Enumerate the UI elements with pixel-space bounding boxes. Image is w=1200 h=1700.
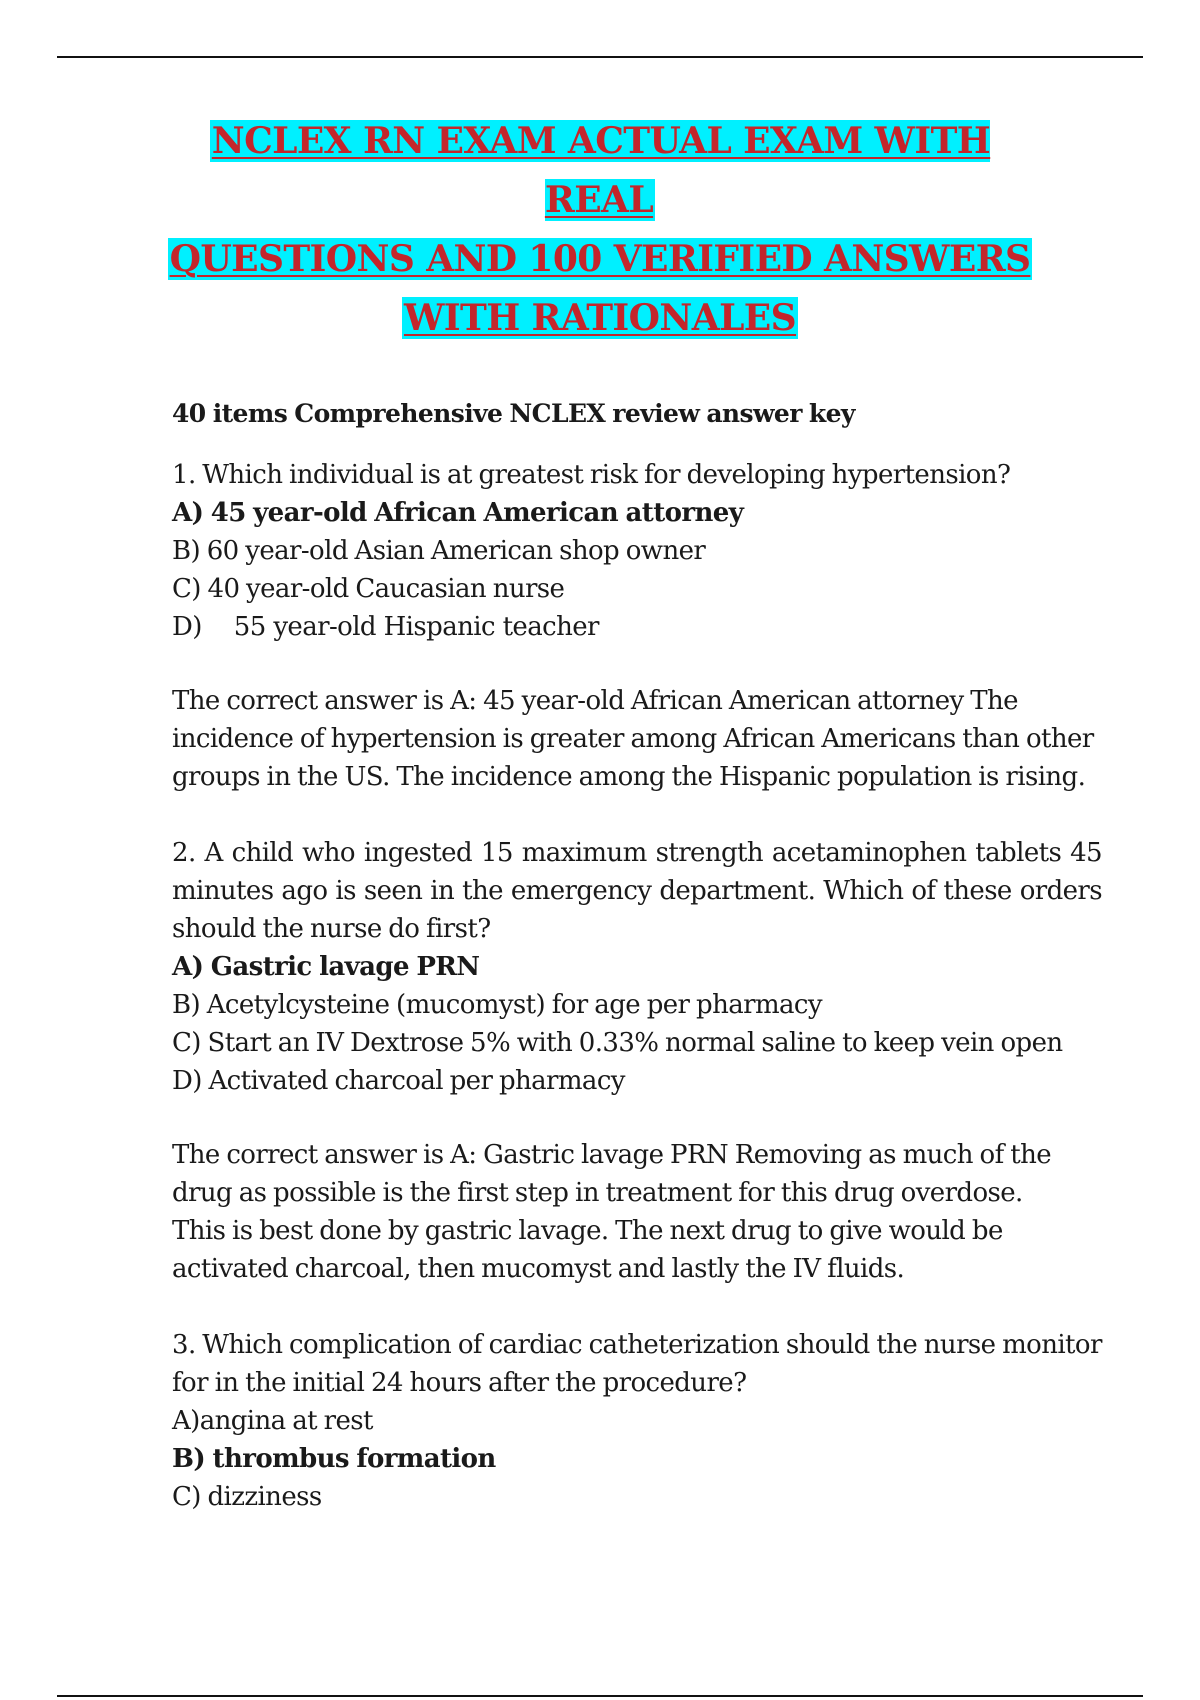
- document-body: [172, 395, 1102, 1516]
- question-2: [172, 834, 1102, 1288]
- option-letter: D): [172, 612, 202, 642]
- question-stem: 2. A child who ingested 15 maximum strength acetaminophen tablets 45 minutes ago is seen in the emergency department. Which of these orders should the nurse do first?: [172, 838, 1102, 944]
- option-c: C) dizziness: [172, 1482, 322, 1512]
- option-d: D) Activated charcoal per pharmacy: [172, 1066, 625, 1096]
- title-line-1: NCLEX RN EXAM ACTUAL EXAM WITH REAL: [211, 120, 991, 221]
- option-a-correct: A) Gastric lavage PRN: [172, 952, 480, 982]
- option-list: [172, 948, 1102, 1100]
- question-1: [172, 456, 1102, 796]
- title-line-3: WITH RATIONALES: [403, 297, 797, 339]
- question-stem: 1. Which individual is at greatest risk for developing hypertension?: [172, 460, 1011, 490]
- rationale-paragraph: This is best done by gastric lavage. The next drug to give would be activated charcoal, then mucomyst and lastly the IV fluids.: [172, 1216, 1003, 1284]
- option-b: B) Acetylcysteine (mucomyst) for age per pharmacy: [172, 990, 822, 1020]
- option-d: [172, 608, 1102, 646]
- rationale: [172, 682, 1102, 796]
- option-c: C) 40 year-old Caucasian nurse: [172, 574, 565, 604]
- title-line-2: QUESTIONS AND 100 VERIFIED ANSWERS: [169, 238, 1031, 280]
- option-text: 55 year-old Hispanic teacher: [233, 612, 599, 642]
- rationale-paragraph: The correct answer is A: 45 year-old African American attorney The incidence of hypertension is greater among African Americans than other groups in the US. The incidence among the Hispanic population is rising.: [172, 686, 1094, 792]
- bottom-rule: [57, 1695, 1143, 1697]
- option-b: B) 60 year-old Asian American shop owner: [172, 536, 706, 566]
- rationale-paragraph: The correct answer is A: Gastric lavage PRN Removing as much of the drug as possible is the first step in treatment for this drug overdose.: [172, 1140, 1052, 1208]
- option-b-correct: B) thrombus formation: [172, 1444, 496, 1474]
- option-a-correct: A) 45 year-old African American attorney: [172, 498, 744, 528]
- option-a: A)angina at rest: [172, 1406, 373, 1436]
- option-list: [172, 494, 1102, 646]
- question-stem: 3. Which complication of cardiac catheterization should the nurse monitor for in the initial 24 hours after the procedure?: [172, 1330, 1102, 1398]
- document-title: [150, 112, 1050, 348]
- option-c: C) Start an IV Dextrose 5% with 0.33% normal saline to keep vein open: [172, 1028, 1063, 1058]
- section-heading: 40 items Comprehensive NCLEX review answer key: [172, 399, 855, 428]
- option-list: [172, 1402, 1102, 1516]
- rationale: [172, 1136, 1102, 1288]
- top-rule: [57, 56, 1143, 58]
- question-3: [172, 1326, 1102, 1516]
